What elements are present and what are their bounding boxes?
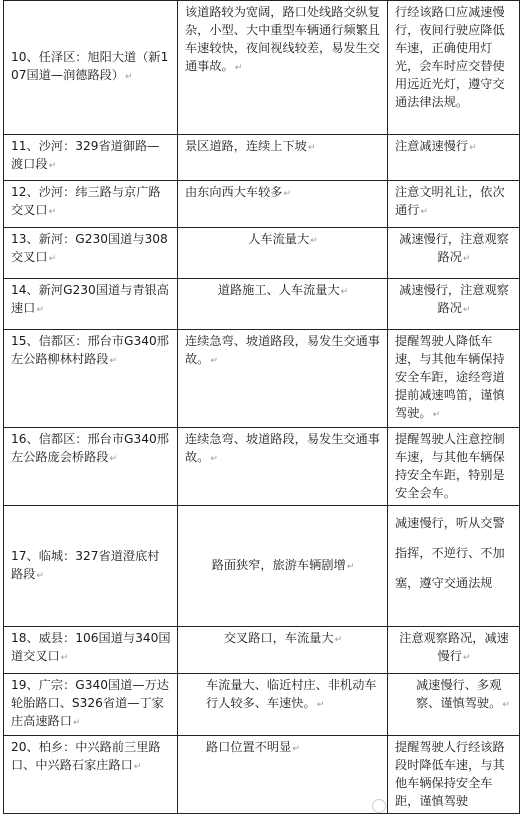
table-row [4, 181, 520, 228]
location-cell: 12、沙河：纬三路与京广路交叉口↵ [4, 181, 178, 228]
advice-cell: 注意减速慢行↵ [388, 135, 520, 181]
advice-cell: 行经该路口应减速慢行，夜间行驶应降低车速，正确使用灯光，会车时应交替使用远近光灯，遵守交通法律法规。 [388, 1, 520, 135]
location-cell: 16、信都区：邢台市G340邢左公路庞会桥路段↵ [4, 428, 178, 506]
feature-cell: 交叉路口，车流量大↵ [178, 627, 388, 674]
table-row [4, 627, 520, 674]
feature-cell: 路面狭窄，旅游车辆剧增↵ [178, 506, 388, 627]
location-cell: 17、临城：327省道澄底村路段↵ [4, 506, 178, 627]
table-row [4, 330, 520, 428]
location-cell: 13、新河：G230国道与308交叉口↵ [4, 228, 178, 279]
table-row [4, 1, 520, 135]
feature-cell: 人车流量大↵ [178, 228, 388, 279]
table-row [4, 674, 520, 736]
table-row [4, 428, 520, 506]
table-row [4, 279, 520, 330]
location-cell: 15、信都区：邢台市G340邢左公路柳林村路段↵ [4, 330, 178, 428]
watermark [372, 799, 512, 815]
advice-cell: 减速慢行，注意观察路况↵ [388, 228, 520, 279]
advice-cell: 减速慢行，注意观察路况↵ [388, 279, 520, 330]
advice-cell: 提醒驾驶人注意控制车速，与其他车辆保持安全车距，特别是安全会车。 [388, 428, 520, 506]
advice-cell: 减速慢行、多观察、谨慎驾驶。↵ [388, 674, 520, 736]
table-row [4, 135, 520, 181]
feature-cell: 由东向西大车较多↵ [178, 181, 388, 228]
location-cell: 14、新河G230国道与青银高速口↵ [4, 279, 178, 330]
advice-cell: 提醒驾驶人降低车速，与其他车辆保持安全车距，途经弯道提前减速鸣笛，谨慎驾驶。↵ [388, 330, 520, 428]
advice-cell: 减速慢行，听从交警指挥，不逆行、不加塞，遵守交通法规 [388, 506, 520, 627]
road-hazard-table [3, 0, 520, 814]
location-cell: 11、沙河：329省道御路—渡口段↵ [4, 135, 178, 181]
location-cell: 18、威县：106国道与340国道交叉口↵ [4, 627, 178, 674]
feature-cell: 道路施工、人车流量大↵ [178, 279, 388, 330]
location-cell: 10、任泽区：旭阳大道（新107国道—润德路段）↵ [4, 1, 178, 135]
feature-cell: 连续急弯、坡道路段，易发生交通事故。↵ [178, 428, 388, 506]
feature-cell: 路口位置不明显↵ [178, 736, 388, 814]
table-row [4, 228, 520, 279]
feature-cell: 该道路较为宽阔，路口处线路交纵复杂，小型、大中重型车辆通行频繁且车速较快，夜间视线较差，易发生交通事故。↵ [178, 1, 388, 135]
advice-cell: 注意观察路况，减速慢行↵ [388, 627, 520, 674]
watermark-icon [372, 799, 386, 813]
feature-cell: 景区道路，连续上下坡↵ [178, 135, 388, 181]
location-cell: 19、广宗：G340国道—万达轮胎路口、S326省道—丁家庄高速路口↵ [4, 674, 178, 736]
feature-cell: 车流量大、临近村庄、非机动车行人较多、车速快。↵ [178, 674, 388, 736]
table-row [4, 506, 520, 627]
feature-cell: 连续急弯、坡道路段，易发生交通事故。↵ [178, 330, 388, 428]
location-cell: 20、柏乡：中兴路前三里路口、中兴路石家庄路口↵ [4, 736, 178, 814]
advice-cell: 注意文明礼让，依次通行↵ [388, 181, 520, 228]
advice-cell: 提醒驾驶人行经该路段时降低车速，与其他车辆保持安全车距，谨慎驾驶 [388, 736, 520, 814]
